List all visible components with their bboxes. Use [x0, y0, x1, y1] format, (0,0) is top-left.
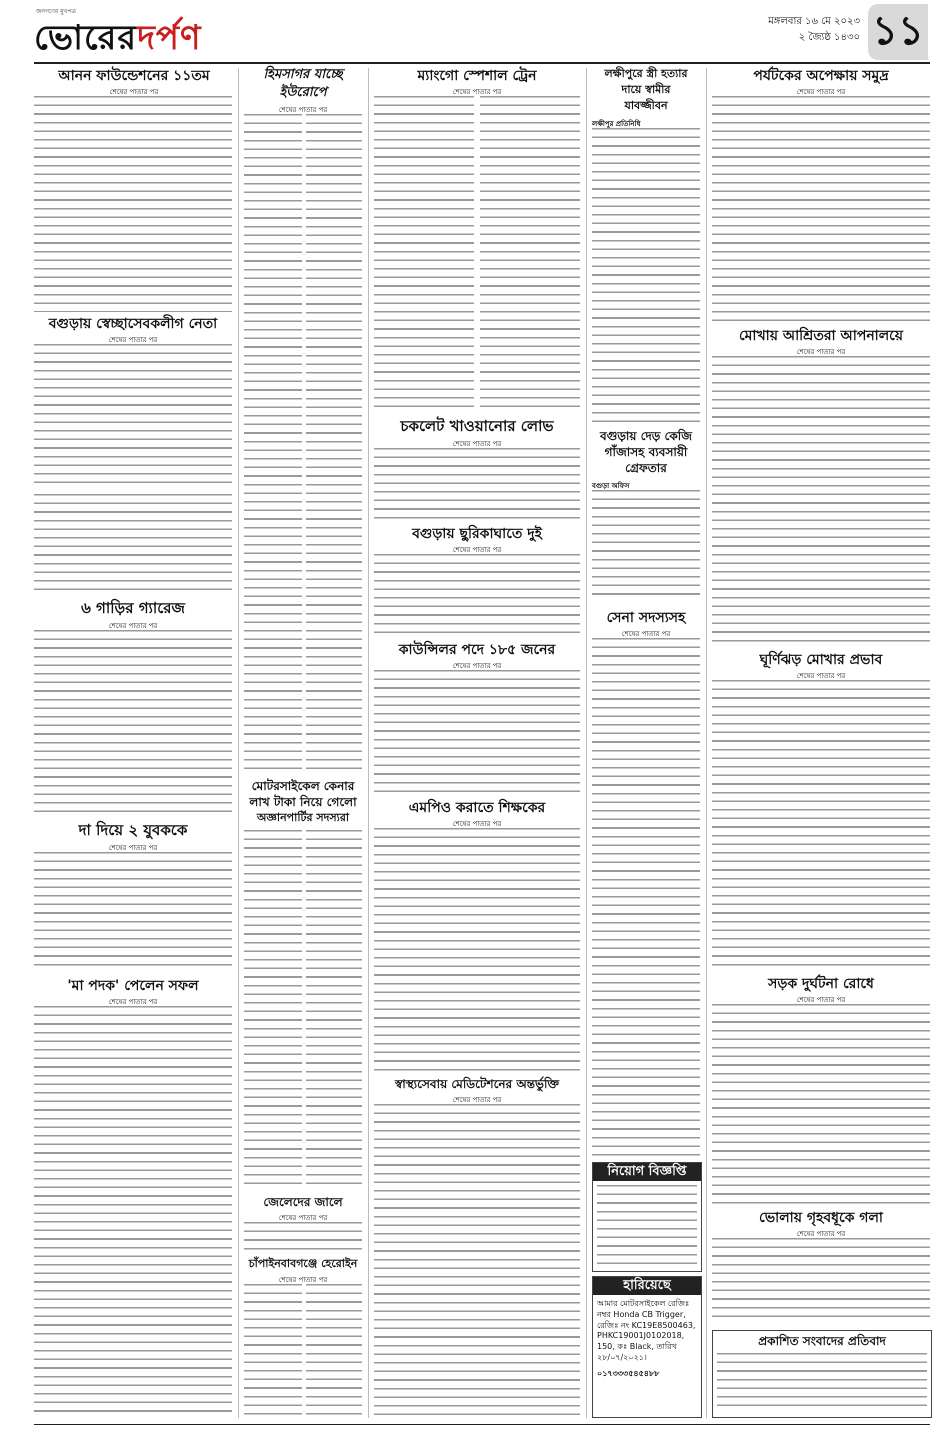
headline-bogra-ganja: বগুড়ায় দেড় কেজি — [600, 429, 692, 443]
body-bogra-knife — [374, 554, 580, 636]
headline-tourist: পর্যটকের অপেক্ষায় সমুদ্র — [753, 68, 889, 84]
logo-part2: দর্পণ — [137, 18, 202, 58]
body-councilor — [374, 670, 580, 794]
body-tourist — [712, 96, 930, 322]
headline-bogra-knife: বগুড়ায় ছুরিকাঘাতে দুই — [412, 526, 542, 542]
body-hilsha-col2 — [306, 114, 362, 774]
date-gregorian: মঙ্গলবার ১৬ মে ২০২৩ — [768, 16, 860, 27]
newspaper-logo — [34, 12, 202, 69]
headline-motorcycle: মোটরসাইকেল কেনার — [251, 779, 355, 793]
headline-laxmipur: লক্ষীপুরে স্ত্রী হত্যার — [604, 67, 688, 80]
body-two-youth — [34, 852, 232, 972]
ad-protibad — [712, 1330, 932, 1418]
headline-fishing: জেলেদের জালে — [263, 1195, 343, 1209]
date-bangla: ২ জ্যৈষ্ঠ ১৪৩০ — [798, 32, 860, 43]
headline-chapai: চাঁপাইনবাবগঞ্জে হেরোইন — [248, 1257, 358, 1270]
cont-mokha: শেষের পাতার পর — [796, 348, 846, 356]
body-mokha-effect — [712, 680, 930, 970]
page-number: ১১ — [868, 4, 928, 60]
headline-bogra-ganja-line3: গ্রেফতার — [625, 461, 667, 475]
body-chocolate — [374, 448, 580, 520]
headline-bogra-volunteer: বগুড়ায় স্বেচ্ছাসেবকলীগ নেতা — [48, 316, 218, 332]
headline-bogra-ganja-line2: গাঁজাসহ ব্যবসায়ী — [604, 445, 688, 459]
body-anan — [34, 96, 232, 312]
cont-tourist: শেষের পাতার পর — [796, 88, 846, 96]
footer-rule — [34, 1424, 930, 1425]
cont-road-safety: শেষের পাতার পর — [796, 996, 846, 1004]
body-sena — [592, 638, 700, 1156]
ad-niyog-body — [597, 1185, 697, 1265]
headline-chocolate: চকলেট খাওয়ানোর লোভ — [400, 417, 554, 435]
body-motorcycle-col1 — [244, 830, 302, 1190]
headline-laxmipur-line2: দায়ে স্বামীর — [621, 83, 671, 96]
headline-sena: সেনা সদস্যসহ — [606, 610, 686, 626]
headline-road-safety: সড়ক দুর্ঘটনা রোধে — [768, 976, 874, 992]
body-laxmipur — [592, 128, 700, 422]
headline-hilsha: হিমসাগর যাচ্ছে — [263, 67, 343, 82]
cont-anan: শেষের পাতার পর — [109, 88, 159, 96]
headline-mango: ম্যাংগো স্পেশাল ট্রেন — [417, 68, 537, 84]
ad-niyog — [592, 1162, 702, 1272]
headline-mpo: এমপিও করাতে শিক্ষকের — [408, 800, 546, 816]
headline-hilsha-line2: ইউরোপে — [279, 85, 327, 100]
byline-bogra-ganja: বগুড়া অফিস — [592, 482, 630, 490]
cont-chapai: শেষের পাতার পর — [278, 1276, 328, 1284]
body-bogra-volunteer-cont — [34, 494, 232, 594]
column-separator-3 — [586, 68, 587, 1418]
body-chapai-col1 — [244, 1284, 302, 1416]
headline-laxmipur-line3: যাবজ্জীবন — [624, 99, 668, 112]
ad-lost-phone: ০১৭৩৩৩৫৪৫৪৮৮ — [597, 1368, 660, 1378]
headline-ma-padak: 'মা পদক' পেলেন সফল — [67, 978, 199, 994]
body-mango-col1 — [374, 96, 474, 412]
cont-fishing: শেষের পাতার পর — [278, 1214, 328, 1222]
cont-ma-padak: শেষের পাতার পর — [108, 998, 158, 1006]
body-mango-col2 — [480, 96, 580, 412]
cont-garage: শেষের পাতার পর — [108, 622, 158, 630]
body-bogra-ganja — [592, 490, 700, 602]
body-mokha — [712, 356, 930, 646]
cont-meditation: শেষের পাতার পর — [452, 1096, 502, 1104]
body-motorcycle-col2 — [306, 830, 362, 1190]
headline-motorcycle-line2: লাখ টাকা নিয়ে গেলো — [249, 795, 357, 809]
byline-laxmipur: লক্ষীপুর প্রতিনিধি — [592, 120, 641, 128]
body-mpo — [374, 828, 580, 1072]
logo-part1: ভোরের — [34, 18, 138, 58]
headline-bhola: ভোলায় গৃহবধূকে গলা — [759, 1210, 883, 1226]
body-garage — [34, 630, 232, 816]
cont-bogra-volunteer: শেষের পাতার পর — [108, 336, 158, 344]
ad-niyog-heading: নিয়োগ বিজ্ঞপ্তি — [593, 1163, 701, 1181]
headline-mokha-effect: ঘূর্ণিঝড় মোখার প্রভাব — [759, 652, 883, 668]
masthead-tagline: জনগণের মুখপত্র — [36, 8, 76, 15]
cont-bhola: শেষের পাতার পর — [796, 1230, 846, 1238]
ad-protibad-heading: প্রকাশিত সংবাদের প্রতিবাদ — [758, 1334, 886, 1348]
cont-mango: শেষের পাতার পর — [452, 88, 502, 96]
cont-hilsha: শেষের পাতার পর — [278, 106, 328, 114]
headline-meditation: স্বাস্থ্যসেবায় মেডিটেশনের অন্তর্ভুক্তি — [394, 1077, 560, 1091]
ad-lost-body: আমার মোটরসাইকেল রেজিঃ নম্বর Honda CB Trigger, রেজিঃ নং KC19E8500463, PHKC19001J0102018, 150, কঃ Black, তারিখ ২৮/০৭/২০২১। — [597, 1299, 696, 1362]
column-separator-2 — [368, 68, 369, 1418]
cont-councilor: শেষের পাতার পর — [452, 662, 502, 670]
body-hilsha-col1 — [244, 114, 302, 774]
cont-sena: শেষের পাতার পর — [621, 630, 671, 638]
masthead-rule — [34, 62, 930, 64]
headline-mokha: মোখায় আশ্রিতরা আপনালয়ে — [738, 328, 904, 344]
cont-chocolate: শেষের পাতার পর — [452, 440, 502, 448]
ad-lost-heading: হারিয়েছে — [593, 1277, 701, 1295]
ad-lost — [592, 1276, 702, 1418]
body-ma-padak — [34, 1006, 232, 1416]
masthead — [0, 0, 945, 62]
headline-councilor: কাউন্সিলর পদে ১৮৫ জনের — [398, 642, 556, 658]
headline-motorcycle-line3: অজ্ঞানপার্টির সদস্যরা — [256, 811, 350, 824]
body-fishing — [244, 1222, 362, 1252]
cont-mpo: শেষের পাতার পর — [452, 820, 502, 828]
cont-bogra-knife: শেষের পাতার পর — [452, 546, 502, 554]
body-bogra-volunteer — [34, 344, 232, 486]
column-separator-1 — [238, 68, 239, 1418]
body-chapai-col2 — [306, 1284, 362, 1416]
headline-anan: আনন ফাউন্ডেশনের ১১তম — [58, 68, 210, 84]
body-meditation — [374, 1104, 580, 1416]
body-bhola — [712, 1238, 930, 1324]
cont-two-youth: শেষের পাতার পর — [108, 844, 158, 852]
headline-two-youth: দা দিয়ে ২ যুবককে — [78, 821, 188, 839]
ad-protibad-body — [717, 1353, 927, 1411]
body-road-safety — [712, 1004, 930, 1204]
column-separator-4 — [706, 68, 707, 1418]
headline-garage: ৬ গাড়ির গ্যারেজ — [81, 599, 185, 617]
cont-mokha-effect: শেষের পাতার পর — [796, 672, 846, 680]
